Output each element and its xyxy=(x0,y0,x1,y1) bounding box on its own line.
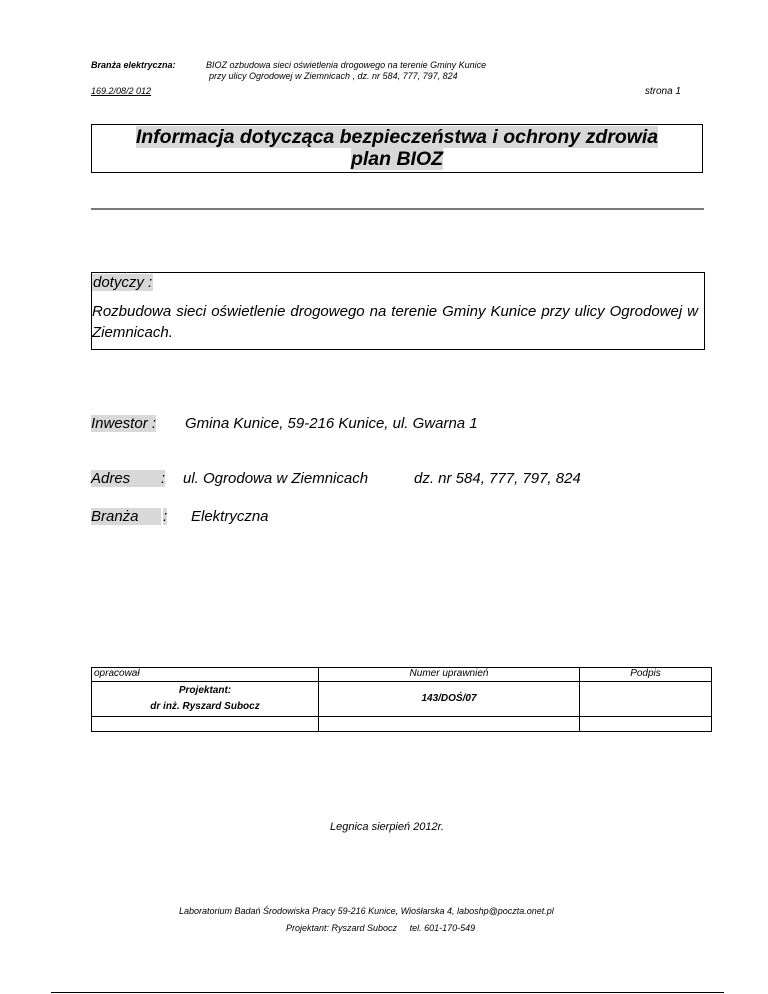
designer-name: dr inż. Ryszard Subocz xyxy=(150,701,260,713)
header-description-line1: BIOZ ozbudowa sieci oświetlenia drogowego na terenie Gminy Kunice xyxy=(206,60,487,70)
col-header-prepared: opracował xyxy=(92,668,319,682)
footer-phone: tel. 601-170-549 xyxy=(409,923,476,933)
plot-numbers: dz. nr 584, 777, 797, 824 xyxy=(414,470,581,487)
concern-box xyxy=(91,272,705,350)
title-line1: Informacja dotycząca bezpieczeństwa i ochrony zdrowia xyxy=(135,126,659,148)
investor-value: Gmina Kunice, 59-216 Kunice, ul. Gwarna 1 xyxy=(185,415,478,432)
signature-cell xyxy=(580,682,712,717)
designer-cell xyxy=(92,682,319,717)
concern-text: Rozbudowa sieci oświetlenie drogowego na terenie Gminy Kunice przy ulicy Ogrodowej w Ziemnicach. xyxy=(92,303,698,341)
title-box xyxy=(91,124,703,173)
header-description-line2: przy ulicy Ogrodowej w Ziemnicach , dz. nr 584, 777, 797, 824 xyxy=(209,71,458,81)
header-description xyxy=(206,60,486,82)
footer-designer: Projektant: Ryszard Subocz xyxy=(286,923,398,933)
empty-cell-3 xyxy=(580,716,712,731)
concern-label: dotyczy : xyxy=(93,274,153,291)
footer-contact xyxy=(286,923,475,933)
document-number: 169.2/08/2 012 xyxy=(91,86,152,96)
col-header-license: Numer uprawnień xyxy=(319,668,580,682)
bottom-rule xyxy=(51,992,724,993)
header-label: Branża elektryczna: xyxy=(91,60,176,70)
empty-cell-2 xyxy=(319,716,580,731)
address-value: ul. Ogrodowa w Ziemnicach xyxy=(183,470,369,487)
footer-company: Laboratorium Badań Środowiska Pracy 59-216 Kunice, Wiośłarska 4, laboshp@poczta.onet.pl xyxy=(179,906,554,916)
investor-label: Inwestor : xyxy=(91,415,157,432)
branch-colon: : xyxy=(163,508,168,525)
title-line2: plan BIOZ xyxy=(350,148,444,170)
title-rule xyxy=(91,208,704,210)
col-header-signature: Podpis xyxy=(580,668,712,682)
designer-role: Projektant: xyxy=(178,685,232,697)
signature-table xyxy=(91,667,712,732)
branch-label: Branża xyxy=(91,508,161,525)
address-label: Adres xyxy=(91,470,161,487)
license-number: 143/DOŚ/07 xyxy=(319,682,580,717)
address-colon: : xyxy=(161,470,166,487)
place-date: Legnica sierpień 2012r. xyxy=(330,821,444,833)
branch-value: Elektryczna xyxy=(191,508,269,525)
page-number: strona 1 xyxy=(644,86,681,97)
empty-cell-1 xyxy=(92,716,319,731)
